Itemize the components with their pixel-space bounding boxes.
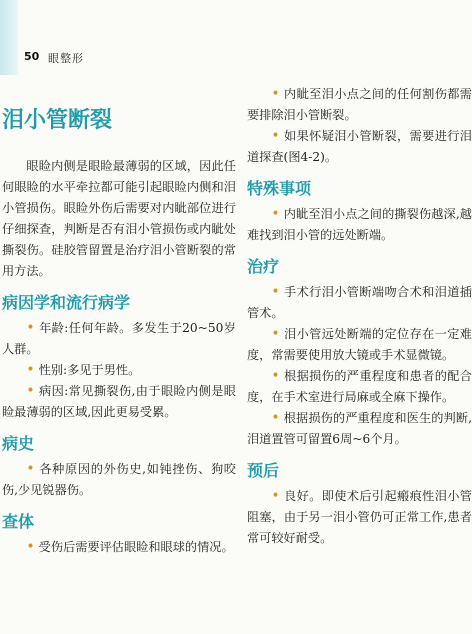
- section-heading-etiology: 病因学和流行病学: [2, 293, 131, 312]
- special-item: • 内眦至泪小点之间的撕裂伤越深,越难找到泪小管的远处断端。: [247, 204, 472, 246]
- etiology-item: • 年龄:任何年龄。多发生于20~50岁人群。: [2, 318, 236, 360]
- section-heading-exam: 查体: [2, 512, 35, 531]
- left-column: [2, 104, 236, 558]
- section-heading-prognosis: 预后: [247, 461, 280, 480]
- continued-item: • 内眦至泪小点之间的任何割伤都需要排除泪小管断裂。: [247, 84, 472, 126]
- article-title: 泪小管断裂: [2, 108, 113, 133]
- treatment-item: • 根据损伤的严重程度和患者的配合度，在手术室进行局麻或全麻下操作。: [247, 366, 472, 408]
- page-number: 50: [24, 50, 40, 63]
- etiology-item: • 病因:常见撕裂伤,由于眼睑内侧是眼睑最薄弱的区域,因此更易受累。: [2, 381, 236, 423]
- right-column: [247, 84, 472, 549]
- intro-paragraph: 眼睑内侧是眼睑最薄弱的区域，因此任何眼睑的水平牵拉都可能引起眼睑内侧和泪小管损伤。眼睑外伤后需要对内眦部位进行仔细探查，判断是否有泪小管损伤或内眦处撕裂伤。硅胶管留置是治疗泪小管断裂的常用方法。: [2, 159, 236, 278]
- treatment-item: • 泪小管远处断端的定位存在一定难度，常需要使用放大镜或手术显微镜。: [247, 324, 472, 366]
- treatment-item: • 手术行泪小管断端吻合术和泪道插管术。: [247, 282, 472, 324]
- section-heading-treatment: 治疗: [247, 257, 280, 276]
- continued-item: • 如果怀疑泪小管断裂，需要进行泪道探查(图4-2)。: [247, 126, 472, 168]
- etiology-item: • 性别:多见于男性。: [2, 360, 236, 381]
- treatment-item: • 根据损伤的严重程度和医生的判断,泪道置管可留置6周~6个月。: [247, 408, 472, 450]
- page-edge-band: [0, 0, 18, 75]
- history-item: • 各种原因的外伤史,如钝挫伤、狗咬伤,少见锐器伤。: [2, 459, 236, 501]
- section-heading-special: 特殊事项: [247, 179, 312, 198]
- prognosis-item: • 良好。即使术后引起瘢痕性泪小管阻塞，由于另一泪小管仍可正常工作,患者常可较好耐受。: [247, 486, 472, 549]
- section-heading-history: 病史: [2, 434, 35, 453]
- exam-item: • 受伤后需要评估眼睑和眼球的情况。: [2, 537, 236, 558]
- running-header-title: 眼整形: [48, 52, 84, 65]
